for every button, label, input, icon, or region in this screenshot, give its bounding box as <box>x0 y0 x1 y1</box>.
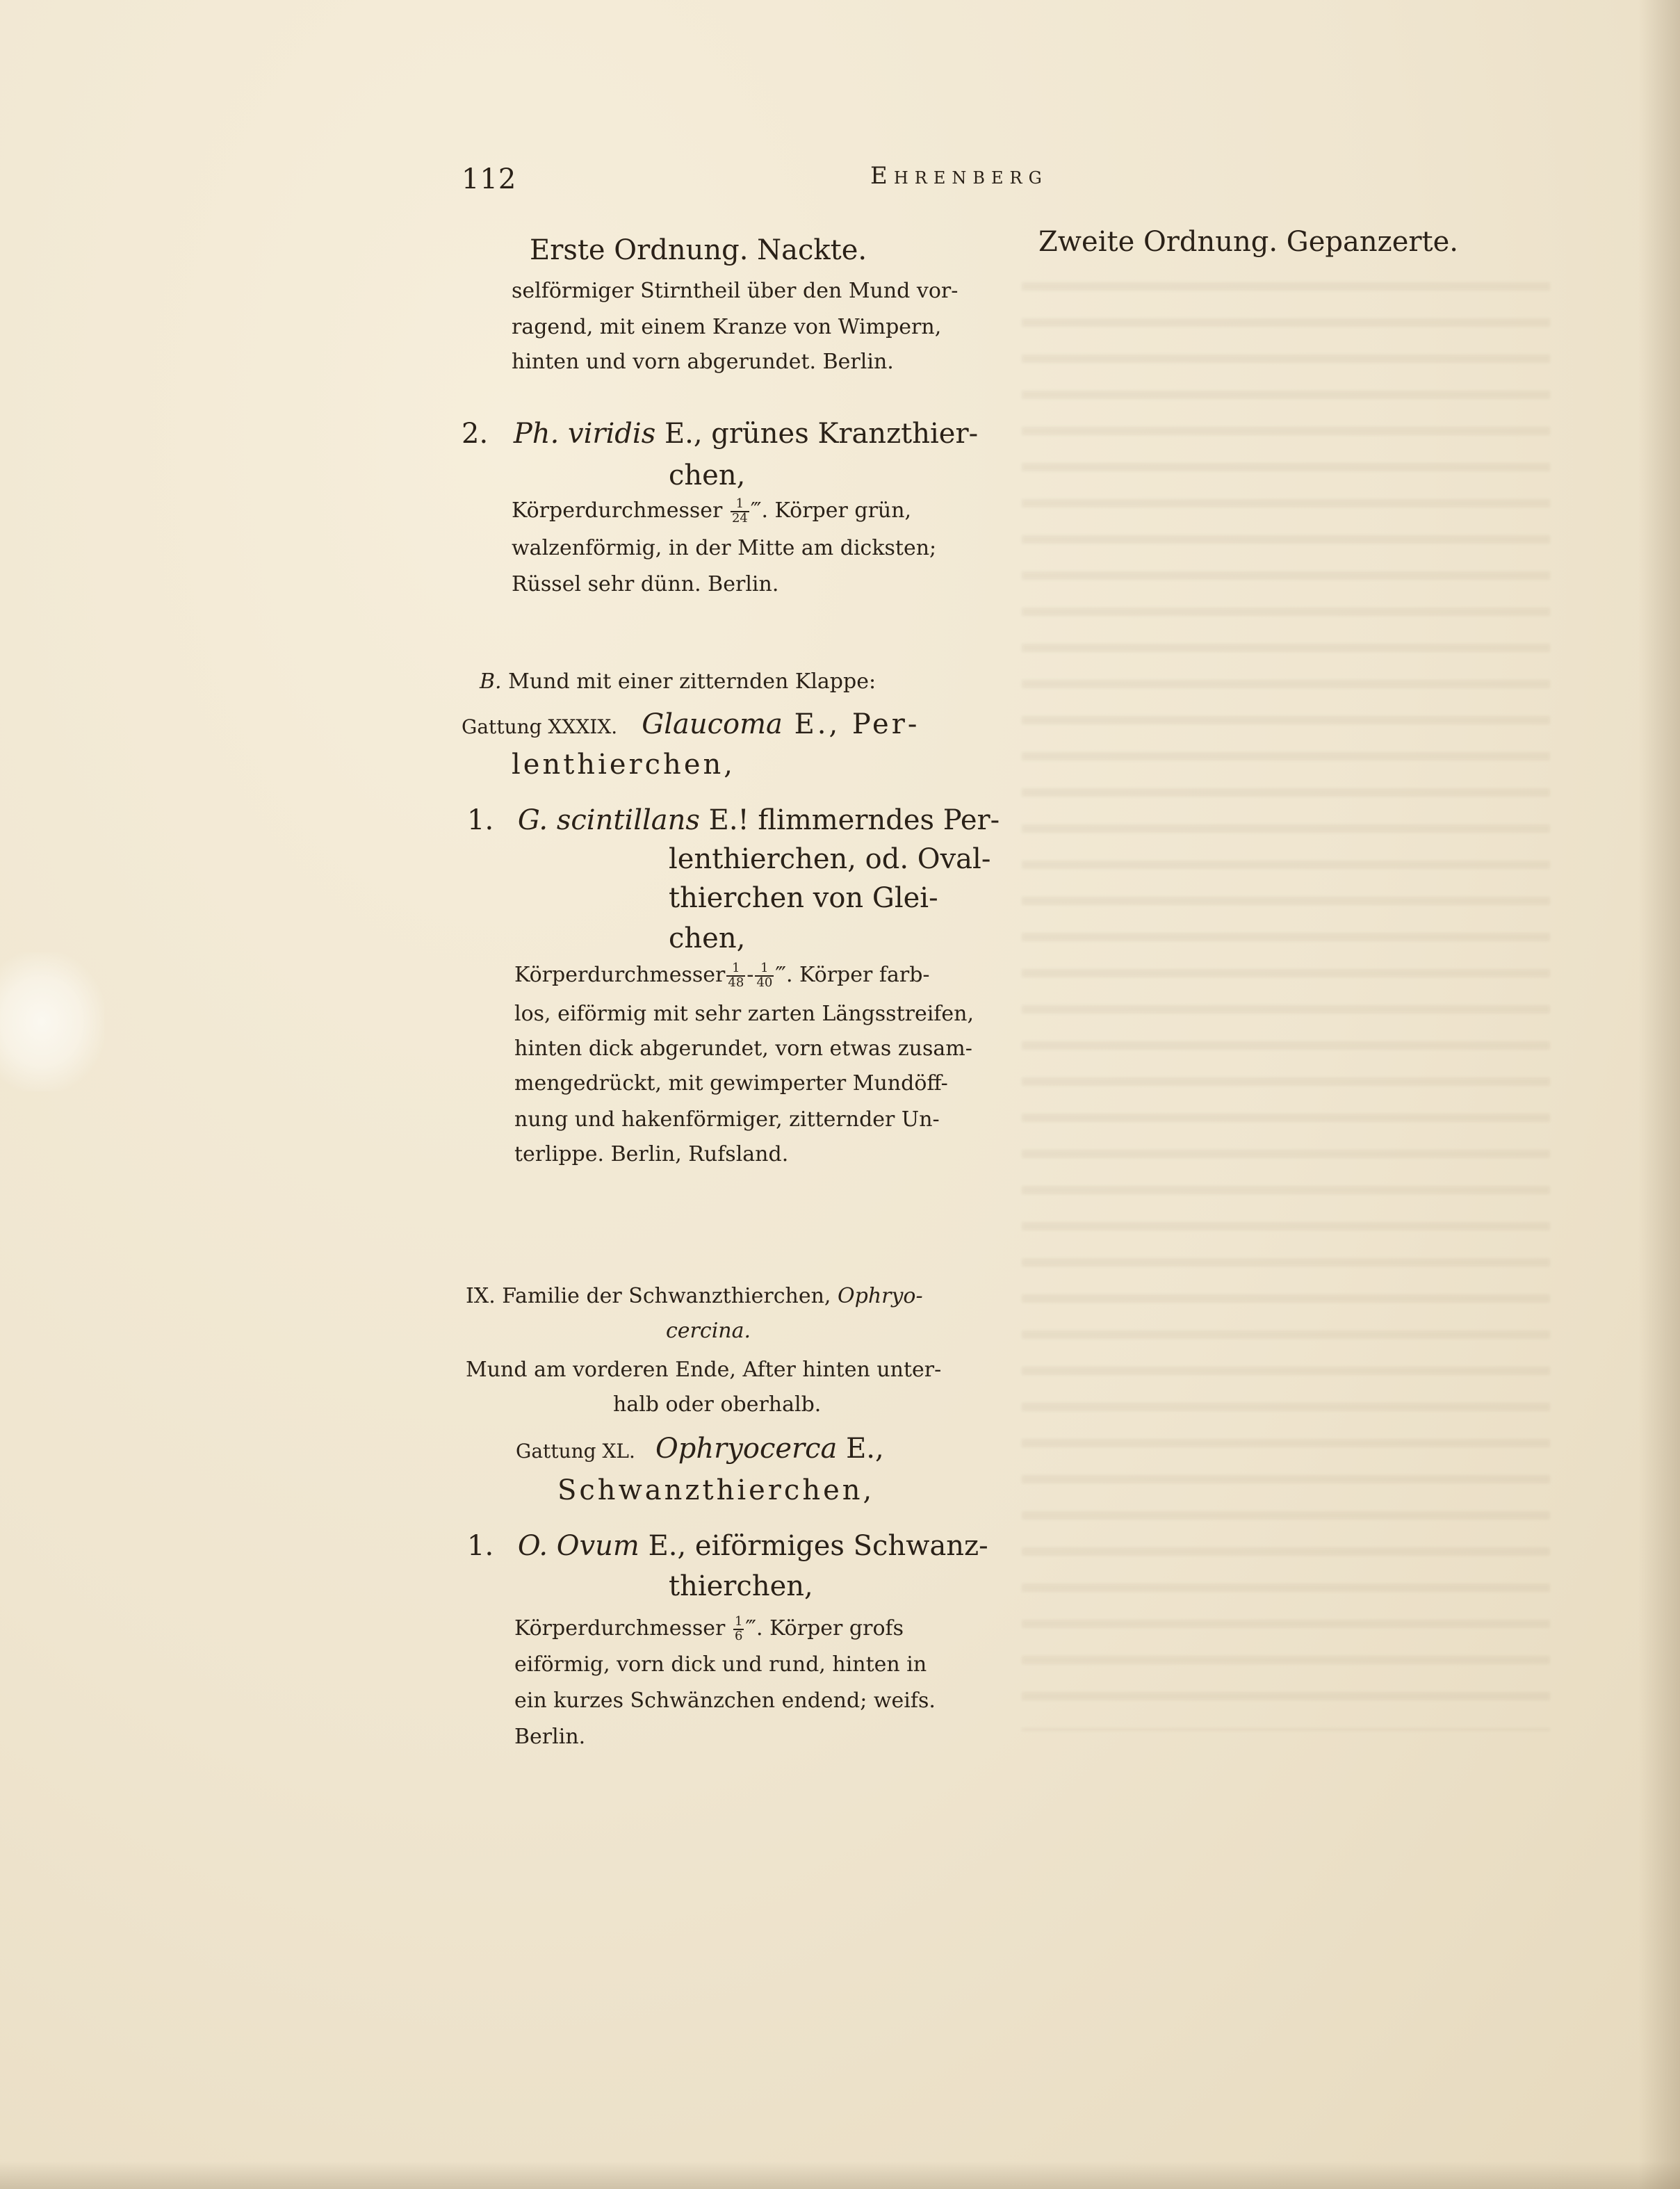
description-line: los, eiförmig mit sehr zarten Längsstreifen, <box>514 1002 974 1026</box>
measure-unit: ‴. <box>745 1616 763 1641</box>
measurement-line <box>512 498 911 526</box>
genus-common-name: E., Per- <box>782 708 920 740</box>
description-start: Körper grün, <box>767 498 912 523</box>
page-edge-shadow <box>1638 0 1680 2189</box>
genus-label: Gattung XXXIX. <box>462 715 618 738</box>
measurement-line <box>514 962 930 990</box>
description-line: eiförmig, vorn dick und rund, hinten in <box>514 1652 927 1677</box>
genus-common-name: E., <box>837 1433 884 1465</box>
fraction-numerator: 1 <box>731 498 749 512</box>
species-name-continued: thierchen, <box>669 1570 813 1602</box>
fraction-denominator: 48 <box>728 975 744 990</box>
species-common-name: E.! flimmerndes Per- <box>699 804 1000 836</box>
description-line: Berlin. <box>514 1725 586 1749</box>
species-number: 2. <box>462 418 489 450</box>
description-start: Körper grofs <box>762 1616 904 1641</box>
species-name-continued: thierchen von Glei- <box>669 882 938 914</box>
species-name: Ph. viridis <box>513 418 656 450</box>
description-line: hinten dick abgerundet, vorn etwas zusam- <box>514 1036 972 1061</box>
family-description: Mund am vorderen Ende, After hinten unter- <box>466 1358 942 1382</box>
fraction-denominator: 6 <box>734 1628 743 1643</box>
description-line: ein kurzes Schwänzchen endend; weifs. <box>514 1688 936 1713</box>
bleed-through-text <box>1022 264 1550 1731</box>
section-b-heading <box>480 669 876 694</box>
measure-label: Körperdurchmesser <box>514 962 726 987</box>
page-number: 112 <box>462 163 517 195</box>
genus-name-continued: lenthierchen, <box>512 749 735 781</box>
genus-label: Gattung XL. <box>516 1440 635 1463</box>
species-number: 1. <box>467 1530 494 1562</box>
range-dash: - <box>747 962 754 987</box>
family-latin: Ophryo- <box>838 1284 923 1308</box>
species-common-name: E., grünes Kranzthier- <box>655 418 979 450</box>
continuation-line-1: selförmiger Stirntheil über den Mund vor- <box>512 279 959 303</box>
genus-heading-glaucoma <box>462 710 920 738</box>
species-name-continued: chen, <box>669 922 746 954</box>
measure-label: Körperdurchmesser <box>514 1616 726 1641</box>
species-number: 1. <box>467 804 494 836</box>
continuation-line-2: ragend, mit einem Kranze von Wimpern, <box>512 315 942 339</box>
genus-name: Glaucoma <box>642 708 783 740</box>
genus-heading-ophryocerca <box>516 1435 884 1463</box>
section-text: Mund mit einer zitternden Klappe: <box>501 669 876 694</box>
fraction <box>733 1616 744 1643</box>
fraction <box>755 962 774 990</box>
page-bottom-shadow <box>0 2161 1680 2189</box>
species-common-name: E., eiförmiges Schwanz- <box>639 1530 988 1562</box>
measurement-line <box>514 1616 904 1643</box>
description-line: nung und hakenförmiger, zitternder Un- <box>514 1107 940 1132</box>
species-name: G. scintillans <box>517 804 700 836</box>
species-entry-ph-viridis <box>462 420 978 448</box>
left-column-heading: Erste Ordnung. Nackte. <box>530 234 867 266</box>
description-line: terlippe. Berlin, Rufsland. <box>514 1142 789 1166</box>
fraction-numerator: 1 <box>734 1614 743 1629</box>
fraction-numerator: 1 <box>726 962 745 977</box>
species-name-continued: chen, <box>669 459 746 491</box>
fraction <box>726 962 745 990</box>
species-entry-o-ovum <box>467 1532 988 1560</box>
fraction-denominator: 24 <box>731 510 748 526</box>
measure-unit: ‴. <box>750 498 768 523</box>
family-heading <box>466 1286 923 1307</box>
genus-name-continued: Schwanzthierchen, <box>557 1474 875 1506</box>
family-latin-continued: cercina. <box>666 1319 751 1343</box>
genus-name: Ophryocerca <box>655 1433 838 1465</box>
description-line: mengedrückt, mit gewimperter Mundöff- <box>514 1071 948 1096</box>
description-start: Körper farb- <box>792 962 930 987</box>
fraction <box>731 498 749 526</box>
section-label: B. <box>480 669 502 694</box>
family-label: IX. Familie der Schwanzthierchen, <box>466 1284 831 1308</box>
measure-unit: ‴. <box>775 962 793 987</box>
paper-stain <box>0 952 104 1091</box>
species-name-continued: lenthierchen, od. Oval- <box>669 843 991 875</box>
measure-label: Körperdurchmesser <box>512 498 723 523</box>
species-entry-g-scintillans <box>467 806 1000 834</box>
description-line: walzenförmig, in der Mitte am dicksten; <box>512 536 937 560</box>
continuation-line-3: hinten und vorn abgerundet. Berlin. <box>512 350 894 374</box>
running-title: Ehrenberg <box>870 162 1048 190</box>
right-column-heading: Zweite Ordnung. Gepanzerte. <box>1038 226 1458 258</box>
fraction-denominator: 40 <box>756 975 773 990</box>
description-line: Rüssel sehr dünn. Berlin. <box>512 572 779 596</box>
species-name: O. Ovum <box>517 1530 639 1562</box>
family-description: halb oder oberhalb. <box>613 1392 822 1417</box>
fraction-numerator: 1 <box>755 962 774 977</box>
